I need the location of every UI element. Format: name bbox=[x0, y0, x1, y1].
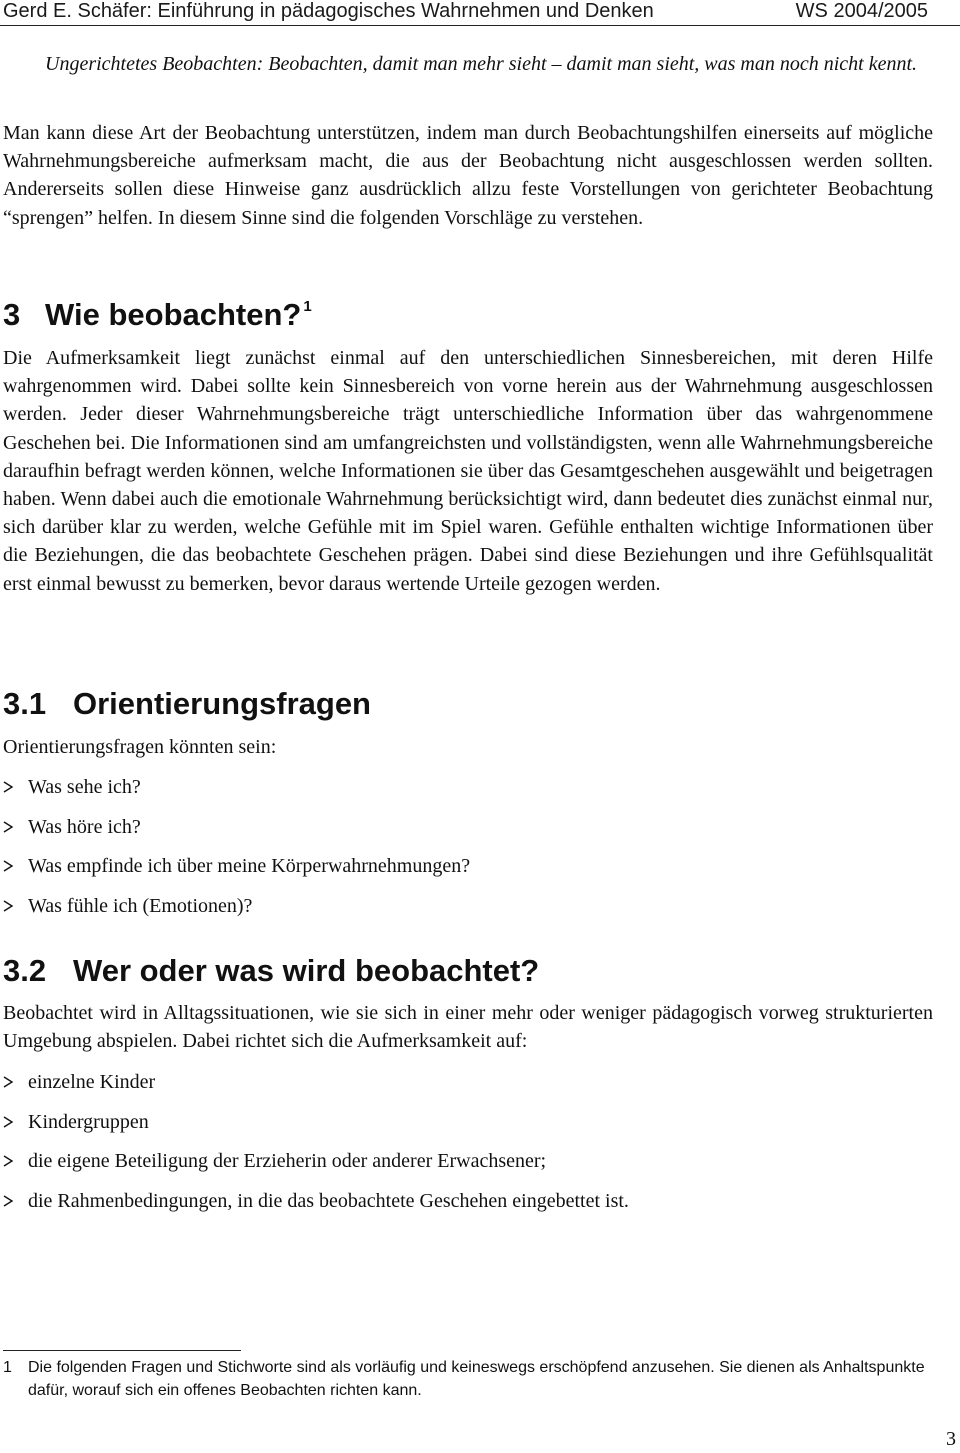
arrow-bullet-icon bbox=[2, 1195, 14, 1207]
arrow-bullet-icon bbox=[2, 821, 14, 833]
section-3-2-heading bbox=[3, 953, 539, 989]
list-item: einzelne Kinder bbox=[0, 1068, 629, 1108]
arrow-bullet-icon bbox=[2, 860, 14, 872]
section-3-heading bbox=[3, 297, 312, 339]
arrow-bullet-icon bbox=[2, 1155, 14, 1167]
page-number: 3 bbox=[946, 1428, 956, 1450]
list-item: Kindergruppen bbox=[0, 1108, 629, 1148]
observation-targets-list bbox=[0, 1068, 629, 1227]
section-3-2-body: Beobachtet wird in Alltagssituationen, wie sie sich in einer mehr oder weniger pädagogisch vorweg strukturierten Umgebung abspielen. Dabei richtet sich die Aufmerksamkeit auf: bbox=[3, 1002, 933, 1053]
footnote-ref-1[interactable]: 1 bbox=[303, 298, 312, 315]
section-3-1-number: 3.1 bbox=[3, 686, 47, 721]
list-item: Was empfinde ich über meine Körperwahrnehmungen? bbox=[0, 852, 470, 892]
section-3-2-title: Wer oder was wird beobachtet? bbox=[73, 953, 540, 988]
page-header bbox=[0, 0, 960, 26]
orientation-questions-list bbox=[0, 773, 470, 932]
paragraph-observation-aids: Man kann diese Art der Beobachtung unterstützen, indem man durch Beobachtungshilfen einerseits auf mögliche Wahrnehmungsbereiche aufmerksam macht, die aus der Beobachtung nicht ausgeschlossen werden sollten. Andererseits sollen diese Hinweise ganz ausdrücklich allzu feste Vorstellungen von gerichteter Beobachtung “sprengen” helfen. In diesem Sinne sind die folgenden Vorschläge zu verstehen. bbox=[3, 122, 933, 229]
arrow-bullet-icon bbox=[2, 1116, 14, 1128]
arrow-bullet-icon bbox=[2, 900, 14, 912]
section-3-number: 3 bbox=[3, 297, 21, 332]
section-3-1-title: Orientierungsfragen bbox=[73, 686, 371, 721]
footnote-number: 1 bbox=[3, 1359, 12, 1376]
header-title: Gerd E. Schäfer: Einführung in pädagogisches Wahrnehmen und Denken bbox=[3, 0, 654, 22]
section-3-1-heading bbox=[3, 686, 371, 722]
header-rule bbox=[0, 25, 960, 26]
header-semester: WS 2004/2005 bbox=[795, 0, 928, 22]
arrow-bullet-icon bbox=[2, 1076, 14, 1088]
intro-italic-text: Ungerichtetes Beobachten: Beobachten, damit man mehr sieht – damit man sieht, was man noch nicht kennt. bbox=[45, 53, 918, 75]
list-item: Was sehe ich? bbox=[0, 773, 470, 813]
section-3-1-lead: Orientierungsfragen könnten sein: bbox=[3, 736, 277, 758]
section-3-body: Die Aufmerksamkeit liegt zunächst einmal auf den unterschiedlichen Sinnesbereichen, mit deren Hilfe wahrgenommen wird. Dabei sollte kein Sinnesbereich von vorne herein aus der Wahrnehmung ausgeschlossen werden. Jeder dieser Wahrnehmungsbereiche trägt unterschiedliche Information über das wahrgenommene Geschehen bei. Die Informationen sind am umfangreichsten und vollständigsten, wenn alle Wahrnehmungsbereiche daraufhin befragt werden können, welche Informationen sie über das Gesamtgeschehen ausgewählt und beigetragen haben. Wenn dabei auch die emotionale Wahrnehmung berücksichtigt wird, dann bedeutet dies zunächst einmal nur, sich darüber klar zu werden, welche Gefühle mit im Spiel waren. Gefühle enthalten wichtige Informationen über die Beziehungen, die das beobachtete Geschehen prägen. Dabei sind diese Beziehungen und ihre Gefühlsqualität erst einmal bewusst zu bemerken, bevor daraus wertende Urteile gezogen werden. bbox=[3, 347, 933, 595]
list-item: Was höre ich? bbox=[0, 813, 470, 853]
list-item: die eigene Beteiligung der Erzieherin oder anderer Erwachsener; bbox=[0, 1147, 629, 1187]
list-item: die Rahmenbedingungen, in die das beobachtete Geschehen eingebettet ist. bbox=[0, 1187, 629, 1227]
footnote bbox=[3, 1356, 948, 1402]
footnote-text: Die folgenden Fragen und Stichworte sind als vorläufig und keineswegs erschöpfend anzusehen. Sie dienen als Anhaltspunkte dafür, worauf sich ein offenes Beobachten richten kann. bbox=[28, 1359, 925, 1399]
footnote-separator bbox=[3, 1350, 241, 1351]
arrow-bullet-icon bbox=[2, 781, 14, 793]
list-item: Was fühle ich (Emotionen)? bbox=[0, 892, 470, 932]
section-3-title: Wie beobachten? bbox=[45, 297, 302, 332]
section-3-2-number: 3.2 bbox=[3, 953, 47, 988]
